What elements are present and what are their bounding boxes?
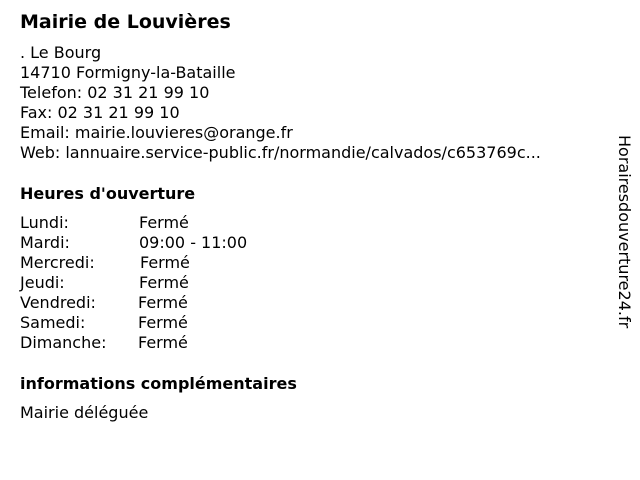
- address-street: . Le Bourg: [20, 43, 102, 62]
- day-label: Mercredi:: [20, 253, 95, 272]
- hours-row-sunday: [20, 333, 320, 353]
- hours-row-wednesday: [20, 253, 320, 273]
- day-label: Dimanche:: [20, 333, 107, 352]
- info-text: Mairie déléguée: [20, 403, 149, 422]
- opening-hours-table: [20, 213, 320, 353]
- hours-row-thursday: [20, 273, 320, 293]
- info-heading: informations complémentaires: [20, 374, 297, 393]
- day-label: Mardi:: [20, 233, 70, 252]
- day-label: Samedi:: [20, 313, 86, 332]
- hours-value: Fermé: [139, 213, 189, 232]
- hours-heading: Heures d'ouverture: [20, 184, 196, 203]
- day-label: Vendredi:: [20, 293, 96, 312]
- hours-value: Fermé: [140, 253, 190, 272]
- day-label: Jeudi:: [20, 273, 65, 292]
- hours-value: Fermé: [138, 313, 188, 332]
- hours-value: Fermé: [139, 273, 189, 292]
- hours-row-tuesday: [20, 233, 320, 253]
- hours-row-monday: [20, 213, 320, 233]
- fax-number: Fax: 02 31 21 99 10: [20, 103, 180, 122]
- day-label: Lundi:: [20, 213, 69, 232]
- hours-value: Fermé: [138, 293, 188, 312]
- address-city: 14710 Formigny-la-Bataille: [20, 63, 236, 82]
- hours-value: Fermé: [138, 333, 188, 352]
- page-title: Mairie de Louvières: [20, 11, 231, 33]
- phone-number: Telefon: 02 31 21 99 10: [20, 83, 210, 102]
- contact-block: [20, 43, 541, 163]
- email-address: Email: mairie.louvieres@orange.fr: [20, 123, 293, 142]
- hours-value: 09:00 - 11:00: [139, 233, 248, 252]
- hours-row-friday: [20, 293, 320, 313]
- website-link[interactable]: Web: lannuaire.service-public.fr/normandie/calvados/c653769c...: [20, 143, 541, 162]
- site-watermark: Horairesdouverture24.fr: [615, 135, 634, 329]
- hours-row-saturday: [20, 313, 320, 333]
